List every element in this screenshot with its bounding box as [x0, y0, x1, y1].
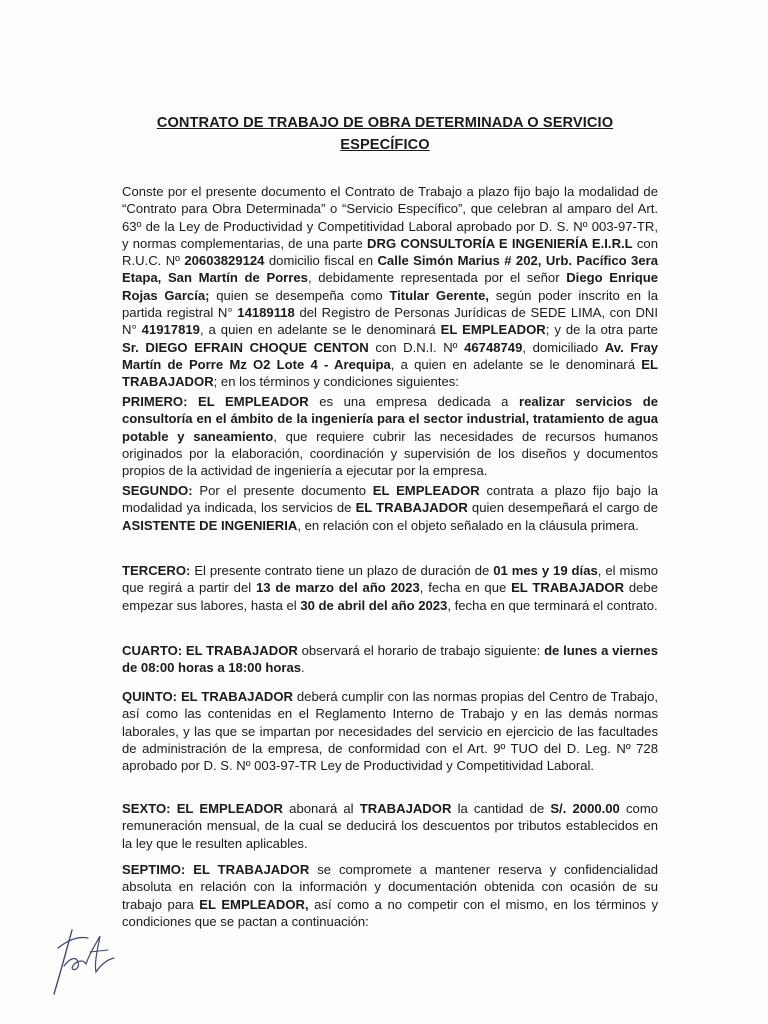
clause-heading: QUINTO:	[122, 689, 178, 704]
work-schedule: de lunes a viernes de 08:00 horas a 18:00 horas	[122, 643, 658, 676]
representative-dni: 41917819	[141, 322, 200, 338]
text-run: , domiciliado	[522, 339, 605, 355]
contract-duration: 01 mes y 19 días	[493, 563, 598, 578]
worker-label: EL TRABAJADOR	[511, 580, 625, 596]
text-run: según poder inscrito en la partida registral N°	[122, 287, 658, 321]
start-date: 13 de marzo del año 2023	[255, 580, 420, 596]
text-run: quien se desempeña como	[209, 287, 390, 303]
employer-name: DRG CONSULTORÍA E INGENIERÍA E.I.R.L	[367, 235, 633, 251]
text-run: , fecha en que terminará el contrato.	[447, 597, 658, 613]
text-run: , a quien en adelante se le denominará	[390, 356, 642, 372]
text-run: Por el presente documento	[192, 483, 373, 498]
handwritten-signature	[44, 922, 124, 1002]
text-run: , debidamente representada por el señor	[307, 270, 567, 286]
worker-label: EL TRABAJADOR	[180, 689, 293, 704]
text-run: como remuneración mensual, de la cual se deducirá los descuentos por tributos establecidos en la ley que le resulten aplicables.	[122, 801, 659, 851]
text-run: ; y de la otra parte	[545, 322, 658, 338]
clause-heading: TERCERO:	[122, 563, 191, 578]
employer-address: Calle Simón Marius # 202, Urb. Pacífico 3era Etapa, San Martín de Porres	[122, 253, 658, 286]
text-run: , fecha en que	[419, 580, 512, 596]
text-run: contrata a plazo fijo bajo la modalidad ya indicada, los servicios de	[122, 483, 658, 516]
clause-quinto	[122, 688, 658, 774]
company-activity: realizar servicios de consultoría en el ámbito de la ingeniería para el sector industrial, tratamiento de agua potable y saneamiento	[122, 394, 658, 444]
clause-tercero	[122, 562, 658, 614]
text-run: El presente contrato tiene un plazo de duración de	[190, 563, 494, 578]
clause-heading: SEGUNDO:	[122, 483, 193, 498]
text-run: , en relación con el objeto señalado en la cláusula primera.	[297, 517, 639, 533]
worker-label: TRABAJADOR	[359, 801, 452, 816]
document-title-line-2: ESPECÍFICO	[340, 137, 430, 153]
text-run: ; en los términos y condiciones siguientes:	[213, 374, 459, 390]
clause-heading: PRIMERO:	[122, 394, 188, 409]
worker-label: EL TRABAJADOR	[185, 643, 298, 658]
text-run: con R.U.C. Nº	[122, 235, 658, 269]
text-run: con D.N.I. Nº	[368, 339, 465, 355]
text-run: es una empresa dedicada a	[308, 394, 519, 409]
clause-sexto	[122, 800, 658, 852]
representative-role: Titular Gerente,	[389, 287, 490, 303]
clause-septimo	[122, 861, 658, 930]
text-run: observará el horario de trabajo siguiente:	[297, 643, 545, 658]
job-position: ASISTENTE DE INGENIERIA	[122, 517, 298, 533]
text-run: se compromete a mantener reserva y confidencialidad absoluta en relación con la información y documentación obtenida con ocasión de su trabajo para	[122, 862, 659, 912]
clause-primero	[122, 393, 658, 479]
worker-label: EL TRABAJADOR	[355, 500, 468, 516]
worker-label: EL TRABAJADOR	[193, 862, 310, 877]
employer-ruc: 20603829124	[184, 253, 265, 269]
employer-label: EL EMPLEADOR	[440, 322, 546, 338]
employer-label: EL EMPLEADOR	[372, 483, 480, 498]
text-run: abonará al	[283, 801, 360, 816]
clause-heading: SEXTO:	[122, 801, 171, 816]
text-run: del Registro de Personas Jurídicas de SEDE LIMA, con DNI N°	[122, 305, 658, 338]
text-run: la cantidad de	[451, 801, 551, 816]
text-run: Conste por el presente documento el Contrato de Trabajo a plazo fijo bajo la modalidad de “Contrato para Obra Determinada” o “Servicio Específico”, que celebran al amparo del Art. 63º de la Ley de Productividad y Competitividad Laboral aprobado por D. S. Nº 003-97-TR, y normas complementarias, de una parte	[122, 184, 658, 251]
text-run: deberá cumplir con las normas propias del Centro de Trabajo, así como las contenidas en el Reglamento Interno de Trabajo y en las demás normas laborales, y las que se impartan por necesidades del servicio en ejercicio de las facultades de administración de la empresa, de conformidad con el Art. 9º TUO del D. Leg. Nº 728 aprobado por D. S. Nº 003-97-TR Ley de Productividad y Competitividad Laboral.	[122, 689, 659, 774]
worker-address: Av. Fray Martín de Porre Mz O2 Lote 4 - Arequipa	[122, 339, 659, 372]
clause-cuarto	[122, 642, 658, 677]
text-run: así como a no competir con el mismo, en los términos y condiciones que se pactan a continuación:	[122, 896, 658, 929]
employer-label: EL EMPLEADOR	[198, 394, 309, 409]
representative-name: Diego Enrique Rojas García;	[122, 270, 658, 303]
clause-segundo	[122, 482, 658, 534]
registry-number: 14189118	[237, 305, 295, 321]
employer-label: EL EMPLEADOR,	[199, 896, 309, 912]
text-run: domicilio fiscal en	[264, 253, 378, 269]
employer-label: EL EMPLEADOR	[176, 801, 284, 816]
text-run: , el mismo que regirá a partir del	[122, 563, 659, 596]
salary-amount: S/. 2000.00	[550, 801, 620, 816]
worker-name: Sr. DIEGO EFRAIN CHOQUE CENTON	[122, 339, 369, 355]
clause-heading: SEPTIMO:	[122, 862, 186, 877]
end-date: 30 de abril del año 2023	[300, 597, 448, 613]
document-title	[60, 112, 710, 156]
intro-paragraph	[122, 183, 658, 391]
text-run: , que requiere cubrir las necesidades de recursos humanos originados por la elaboración, coordinación y supervisión de los diseños y documentos propios de la actividad de ingeniería a ejecutar por la empresa.	[122, 428, 658, 479]
worker-dni: 46748749	[464, 339, 523, 355]
text-run: .	[301, 660, 305, 676]
worker-label: EL TRABAJADOR	[122, 356, 658, 390]
document-title-line-1: CONTRATO DE TRABAJO DE OBRA DETERMINADA O SERVICIO	[156, 115, 614, 131]
text-run: debe empezar sus labores, hasta el	[122, 580, 658, 613]
clause-heading: CUARTO:	[122, 643, 183, 658]
text-run: quien desempeñará el cargo de	[467, 500, 658, 516]
text-run: , a quien en adelante se le denominará	[199, 322, 441, 338]
text-run	[187, 394, 198, 409]
